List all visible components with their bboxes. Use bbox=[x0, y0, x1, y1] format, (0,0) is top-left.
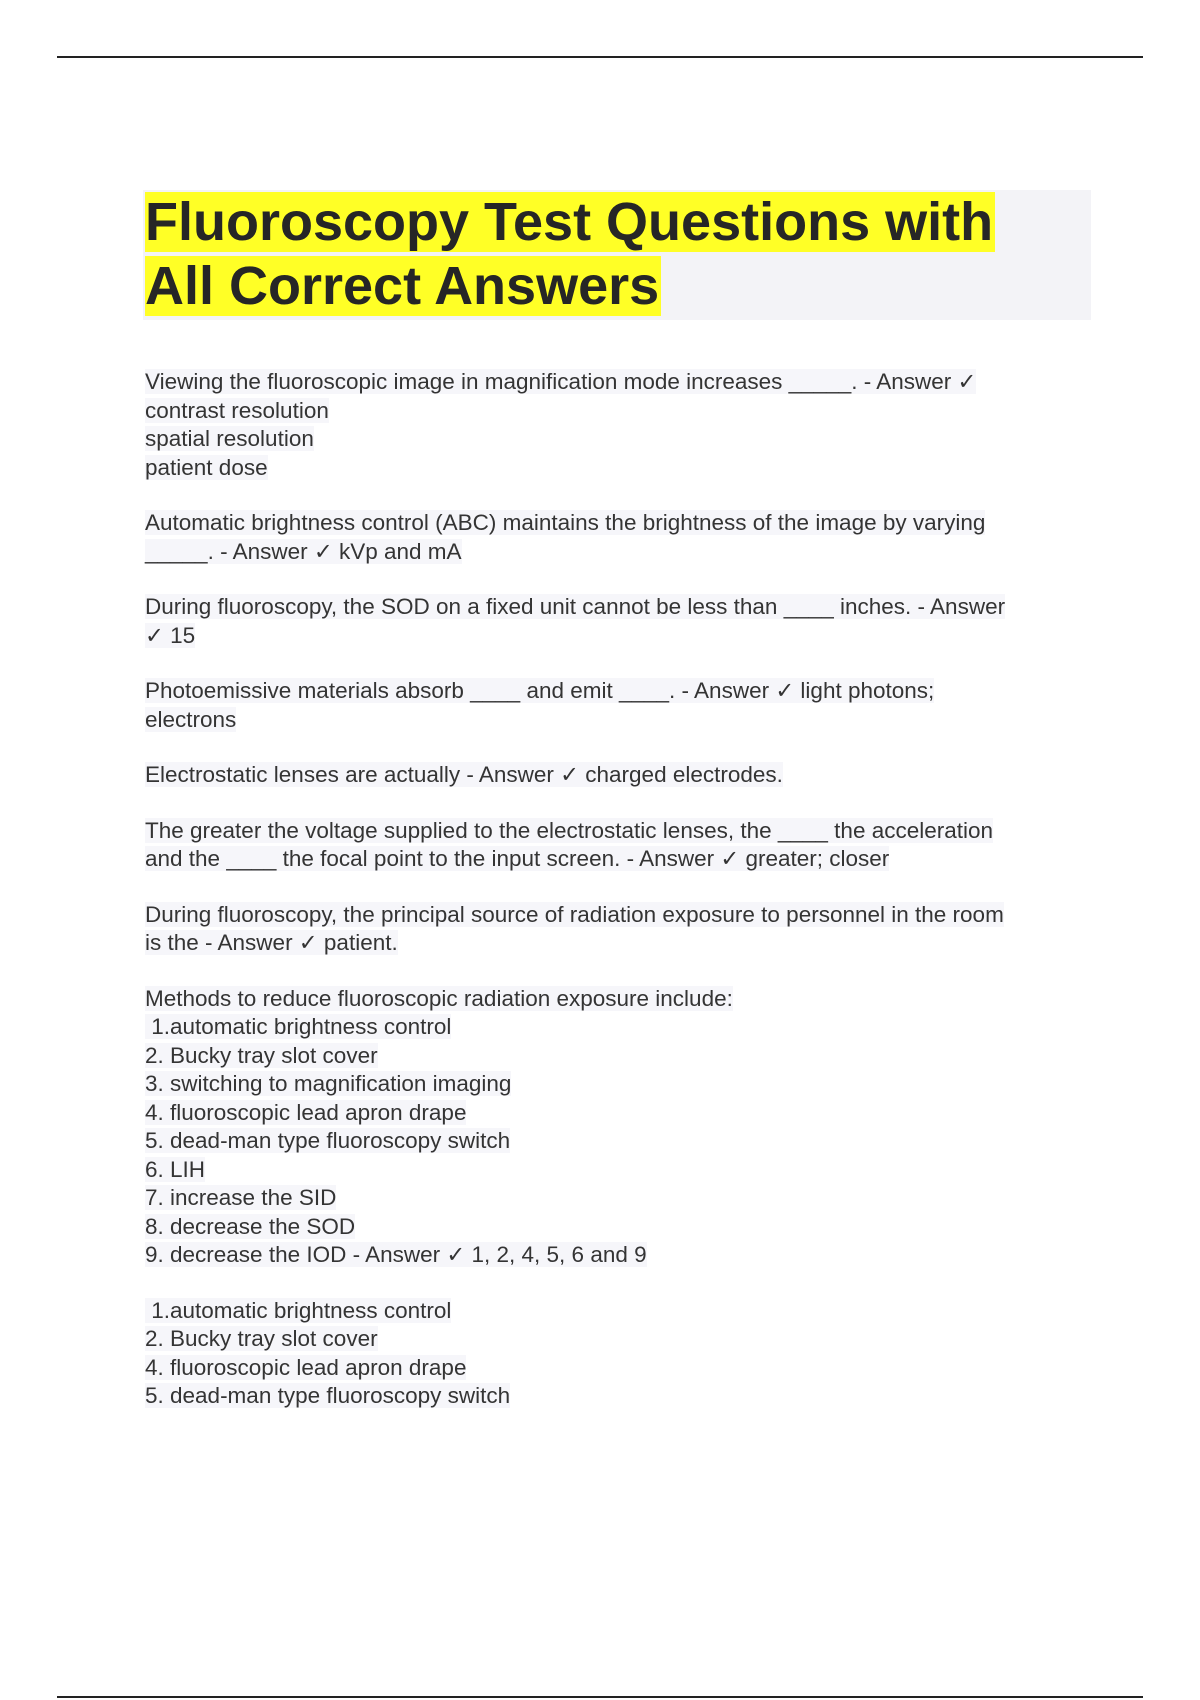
qa-line: 4. fluoroscopic lead apron drape bbox=[145, 1354, 467, 1380]
qa-line: and the ____ the focal point to the input screen. - Answer ✓ greater; closer bbox=[145, 846, 890, 871]
qa-line: During fluoroscopy, the principal source of radiation exposure to personnel in the room bbox=[145, 901, 1004, 927]
qa-item bbox=[145, 761, 1085, 790]
qa-line: Automatic brightness control (ABC) maintains the brightness of the image by varying bbox=[145, 510, 986, 535]
qa-line: 3. switching to magnification imaging bbox=[145, 1071, 512, 1096]
qa-line: spatial resolution bbox=[145, 426, 314, 451]
qa-line: _____. - Answer ✓ kVp and mA bbox=[145, 538, 462, 564]
qa-line: 5. dead-man type fluoroscopy switch bbox=[145, 1383, 511, 1408]
qa-item bbox=[145, 1297, 1085, 1411]
qa-line: 9. decrease the IOD - Answer ✓ 1, 2, 4, 5, 6 and 9 bbox=[145, 1242, 647, 1267]
qa-line: electrons bbox=[145, 706, 237, 732]
qa-line: 7. increase the SID bbox=[145, 1185, 337, 1210]
qa-item bbox=[145, 901, 1085, 958]
qa-item bbox=[145, 677, 1085, 734]
title-line-2: All Correct Answers bbox=[145, 256, 660, 316]
qa-line: 1.automatic brightness control bbox=[145, 1297, 452, 1323]
qa-line: Photoemissive materials absorb ____ and emit ____. - Answer ✓ light photons; bbox=[145, 678, 935, 703]
qa-line: 8. decrease the SOD bbox=[145, 1213, 356, 1239]
qa-line: Methods to reduce fluoroscopic radiation exposure include: bbox=[145, 985, 733, 1011]
qa-line: patient dose bbox=[145, 454, 268, 480]
qa-line: 2. Bucky tray slot cover bbox=[145, 1042, 378, 1068]
qa-item bbox=[145, 368, 1085, 482]
top-rule bbox=[57, 56, 1143, 58]
qa-item bbox=[145, 985, 1085, 1270]
qa-line: contrast resolution bbox=[145, 397, 329, 423]
bottom-rule bbox=[57, 1696, 1143, 1698]
qa-line: The greater the voltage supplied to the electrostatic lenses, the ____ the acceleration bbox=[145, 817, 994, 843]
question-list bbox=[145, 368, 1085, 1438]
qa-line: Viewing the fluoroscopic image in magnification mode increases _____. - Answer ✓ bbox=[145, 369, 977, 394]
qa-item bbox=[145, 593, 1085, 650]
qa-line: is the - Answer ✓ patient. bbox=[145, 930, 398, 955]
qa-line: 6. LIH bbox=[145, 1156, 206, 1182]
qa-line: 1.automatic brightness control bbox=[145, 1014, 452, 1039]
qa-line: ✓ 15 bbox=[145, 622, 196, 648]
title-line-1: Fluoroscopy Test Questions with bbox=[145, 192, 994, 252]
qa-item bbox=[145, 817, 1085, 874]
qa-line: Electrostatic lenses are actually - Answer ✓ charged electrodes. bbox=[145, 762, 783, 787]
qa-item bbox=[145, 509, 1085, 566]
qa-line: During fluoroscopy, the SOD on a fixed unit cannot be less than ____ inches. - Answer bbox=[145, 594, 1006, 619]
qa-line: 5. dead-man type fluoroscopy switch bbox=[145, 1128, 511, 1153]
qa-line: 4. fluoroscopic lead apron drape bbox=[145, 1099, 467, 1125]
document-title bbox=[145, 190, 1095, 318]
qa-line: 2. Bucky tray slot cover bbox=[145, 1326, 378, 1351]
